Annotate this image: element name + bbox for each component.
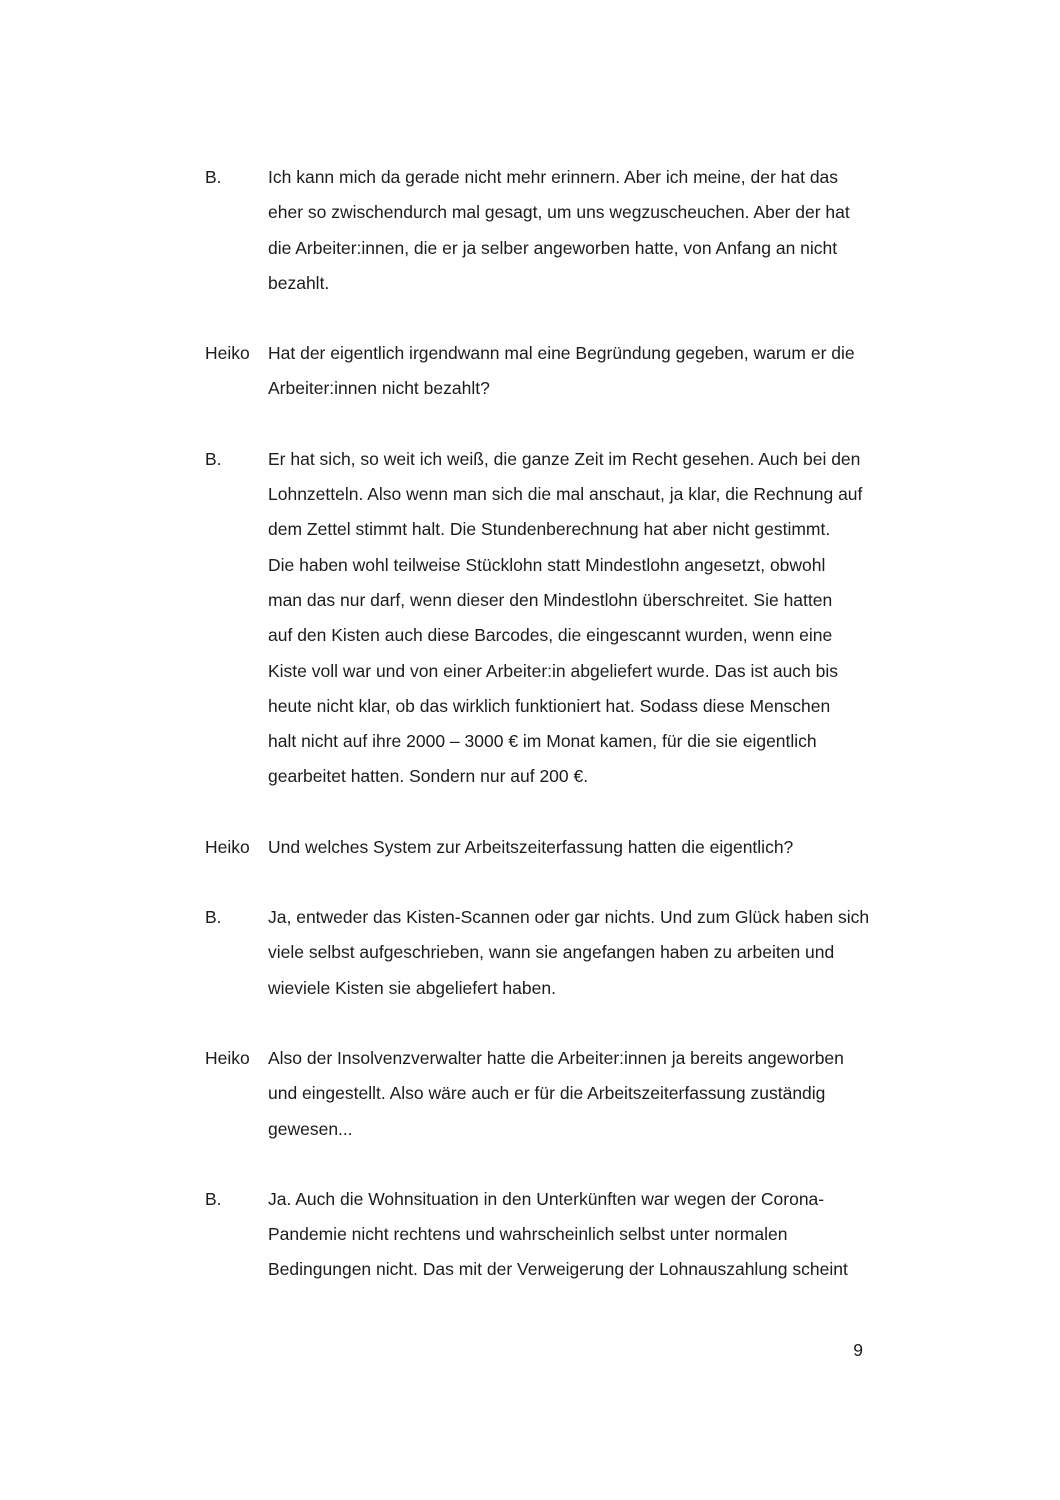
- utterance-text: [268, 336, 870, 407]
- utterance-text: [268, 830, 870, 865]
- page-number: 9: [853, 1340, 863, 1360]
- text-line: Bedingungen nicht. Das mit der Verweigerung der Lohnauszahlung scheint: [268, 1259, 848, 1280]
- text-line: Ja, entweder das Kisten-Scannen oder gar nichts. Und zum Glück haben sich: [268, 907, 870, 928]
- text-line: die Arbeiter:innen, die er ja selber angeworben hatte, von Anfang an nicht: [268, 237, 838, 258]
- text-line: Hat der eigentlich irgendwann mal eine Begründung gegeben, warum er die: [268, 343, 855, 364]
- text-line: wieviele Kisten sie abgeliefert haben.: [268, 977, 556, 998]
- text-line: Er hat sich, so weit ich weiß, die ganze Zeit im Recht gesehen. Auch bei den: [268, 448, 861, 469]
- speaker-label: B.: [205, 907, 222, 928]
- speaker-label: B.: [205, 167, 222, 187]
- interview-transcript: [205, 160, 870, 1323]
- text-line: auf den Kisten auch diese Barcodes, die eingescannt wurden, wenn eine: [268, 625, 833, 646]
- text-line: Ich kann mich da gerade nicht mehr erinnern. Aber ich meine, der hat das: [268, 167, 839, 187]
- text-line: dem Zettel stimmt halt. Die Stundenberechnung hat aber nicht gestimmt.: [268, 519, 831, 540]
- utterance-text: [268, 1182, 870, 1288]
- text-line: gearbeitet hatten. Sondern nur auf 200 €.: [268, 766, 589, 787]
- utterance-text: [268, 160, 870, 301]
- text-line: bezahlt.: [268, 272, 330, 293]
- text-line: Lohnzetteln. Also wenn man sich die mal anschaut, ja klar, die Rechnung auf: [268, 484, 863, 505]
- text-line: Pandemie nicht rechtens und wahrscheinlich selbst unter normalen: [268, 1224, 788, 1245]
- transcript-turn: [205, 442, 870, 795]
- speaker-label: Heiko: [205, 1047, 250, 1068]
- text-line: heute nicht klar, ob das wirklich funktioniert hat. Sodass diese Menschen: [268, 695, 831, 716]
- speaker-label: B.: [205, 448, 222, 469]
- speaker-label: Heiko: [205, 343, 250, 364]
- utterance-text: [268, 442, 870, 795]
- text-line: gewesen...: [268, 1118, 353, 1139]
- text-line: Arbeiter:innen nicht bezahlt?: [268, 378, 490, 399]
- text-line: halt nicht auf ihre 2000 – 3000 € im Monat kamen, für die sie eigentlich: [268, 731, 817, 752]
- speaker-label: Heiko: [205, 836, 250, 857]
- transcript-turn: [205, 1041, 870, 1147]
- transcript-turn: [205, 160, 870, 301]
- utterance-text: [268, 1041, 870, 1147]
- text-line: Kiste voll war und von einer Arbeiter:in abgeliefert wurde. Das ist auch bis: [268, 660, 839, 681]
- speaker-label: B.: [205, 1188, 222, 1209]
- text-line: man das nur darf, wenn dieser den Mindestlohn überschreitet. Sie hatten: [268, 589, 833, 610]
- transcript-turn: [205, 900, 870, 1006]
- text-line: Ja. Auch die Wohnsituation in den Unterkünften war wegen der Corona-: [268, 1188, 825, 1209]
- transcript-turn: [205, 336, 870, 407]
- text-line: und eingestellt. Also wäre auch er für die Arbeitszeiterfassung zuständig: [268, 1083, 826, 1104]
- text-line: Und welches System zur Arbeitszeiterfassung hatten die eigentlich?: [268, 836, 794, 857]
- text-line: Die haben wohl teilweise Stücklohn statt Mindestlohn angesetzt, obwohl: [268, 554, 826, 575]
- transcript-turn: [205, 830, 870, 865]
- text-line: eher so zwischendurch mal gesagt, um uns wegzuscheuchen. Aber der hat: [268, 202, 850, 223]
- utterance-text: [268, 900, 870, 1006]
- text-line: Also der Insolvenzverwalter hatte die Arbeiter:innen ja bereits angeworben: [268, 1047, 844, 1068]
- transcript-turn: [205, 1182, 870, 1288]
- text-line: viele selbst aufgeschrieben, wann sie angefangen haben zu arbeiten und: [268, 942, 835, 963]
